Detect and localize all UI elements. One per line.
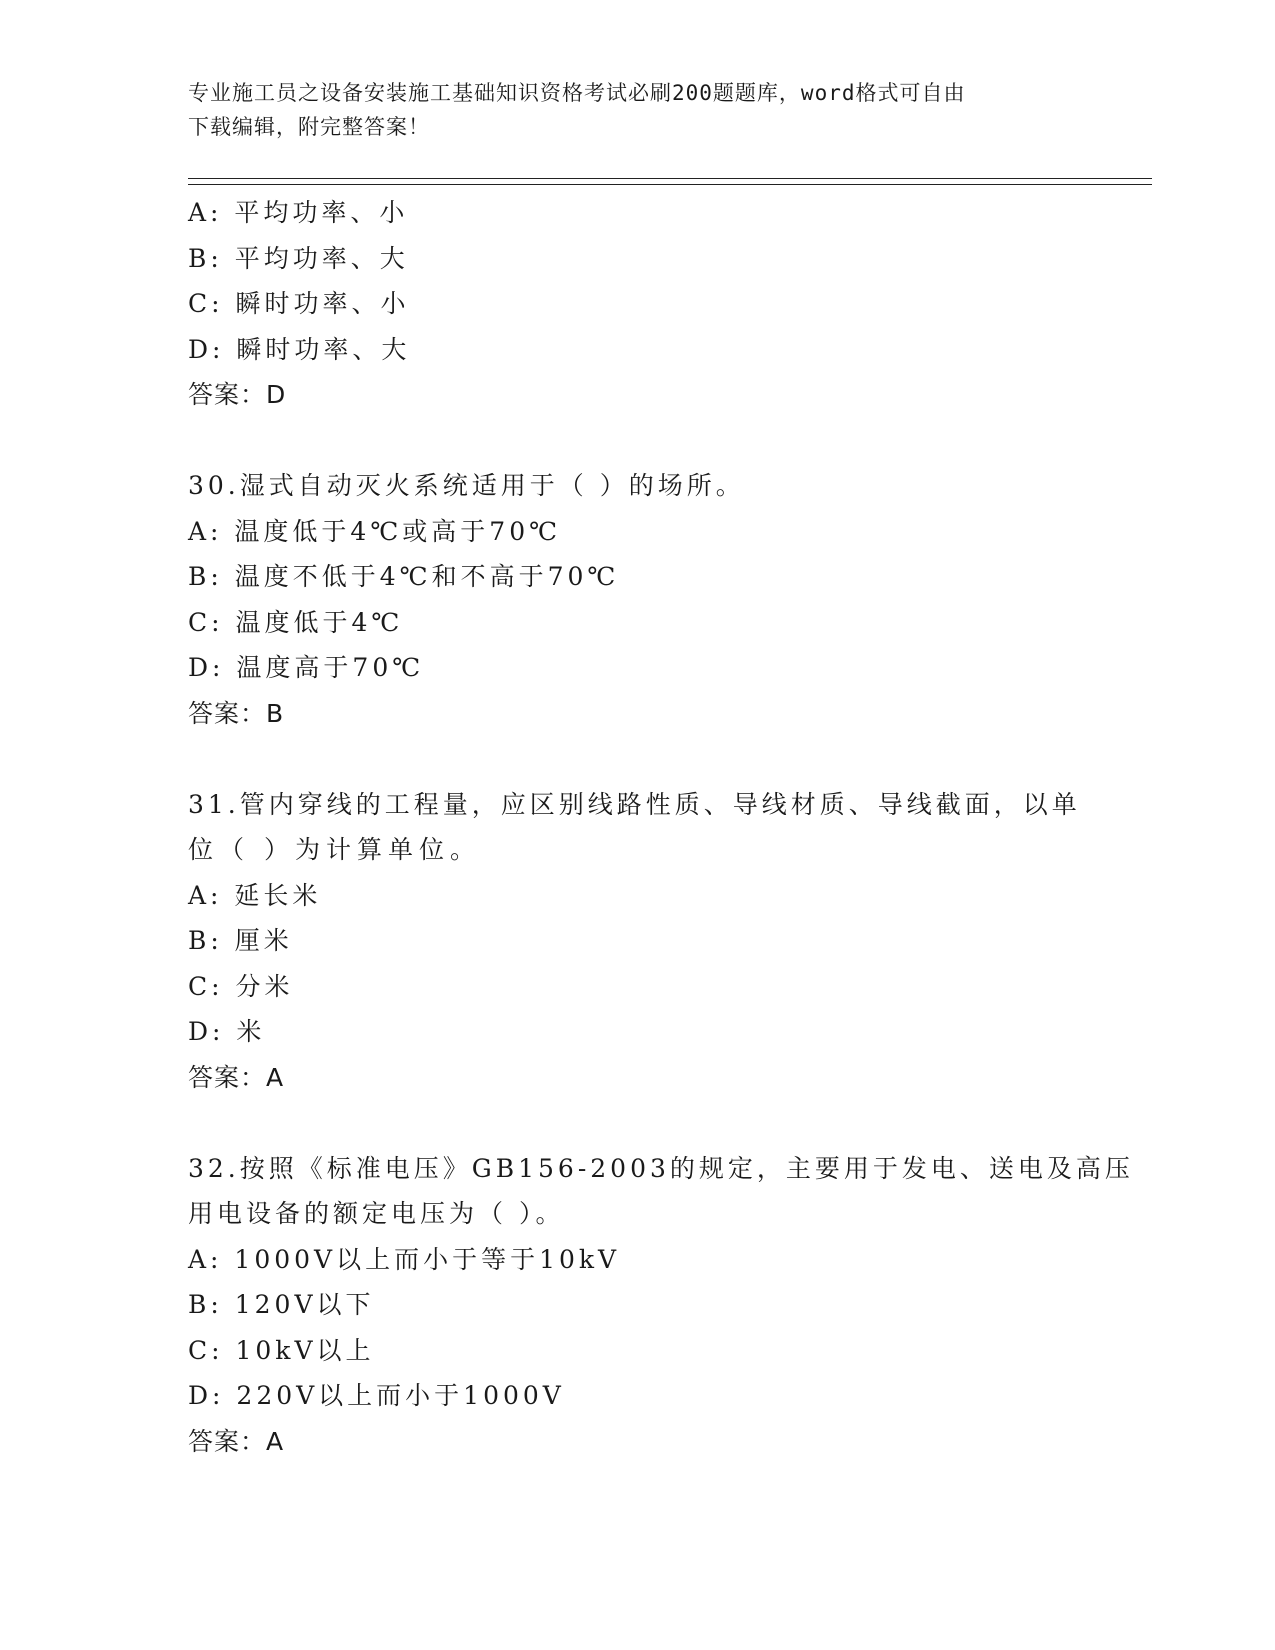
- option-b: B: 厘米: [188, 926, 293, 955]
- option-a: A: 温度低于4℃或高于70℃: [188, 516, 562, 546]
- answer-label: 答案：D: [188, 380, 287, 409]
- answer-label: 答案：A: [188, 1426, 285, 1456]
- option-d: D: 米: [188, 1017, 266, 1046]
- option-b: B: 120V以下: [188, 1290, 375, 1319]
- question-text-line-2: 用电设备的额定电压为（ ）。: [188, 1199, 565, 1228]
- document-header: [188, 76, 1068, 144]
- question-text-line-1: 32.按照《标准电压》GB156-2003的规定，主要用于发电、送电及高压: [188, 1153, 1134, 1183]
- option-a: A: 平均功率、小: [188, 198, 409, 227]
- spacer: [188, 736, 1088, 782]
- option-d: D: 温度高于70℃: [188, 653, 425, 682]
- header-rule-bottom: [188, 184, 1152, 185]
- answer-label: 答案：B: [188, 698, 285, 728]
- header-title-line-2: 下载编辑，附完整答案！: [188, 115, 430, 139]
- option-d: D: 220V以上而小于1000V: [188, 1381, 565, 1410]
- question-block-31: [188, 782, 1088, 1101]
- option-c: C: 瞬时功率、小: [188, 289, 410, 318]
- answer-label: 答案：A: [188, 1062, 285, 1092]
- option-c: C: 温度低于4℃: [188, 607, 404, 637]
- question-list: [188, 190, 1134, 1464]
- option-a: A: 延长米: [188, 880, 322, 910]
- spacer: [188, 418, 1088, 464]
- option-a: A: 1000V以上而小于等于10kV: [188, 1244, 621, 1274]
- spacer: [188, 1100, 1088, 1146]
- question-text-line-2: 位（ ）为计算单位。: [188, 835, 481, 864]
- option-c: C: 分米: [188, 971, 294, 1001]
- option-d: D: 瞬时功率、大: [188, 334, 411, 364]
- question-text: 30.湿式自动灭火系统适用于（ ）的场所。: [188, 471, 745, 500]
- question-block-29: [188, 190, 1088, 418]
- question-block-32: [188, 1146, 1134, 1465]
- question-text-line-1: 31.管内穿线的工程量，应区别线路性质、导线材质、导线截面，以单: [188, 789, 1081, 819]
- question-block-30: [188, 463, 1088, 736]
- header-rule-top: [188, 178, 1152, 179]
- option-c: C: 10kV以上: [188, 1335, 375, 1365]
- option-b: B: 平均功率、大: [188, 243, 409, 273]
- header-title-line-1: 专业施工员之设备安装施工基础知识资格考试必刷200题题库，word格式可自由: [188, 81, 966, 105]
- option-b: B: 温度不低于4℃和不高于70℃: [188, 562, 620, 591]
